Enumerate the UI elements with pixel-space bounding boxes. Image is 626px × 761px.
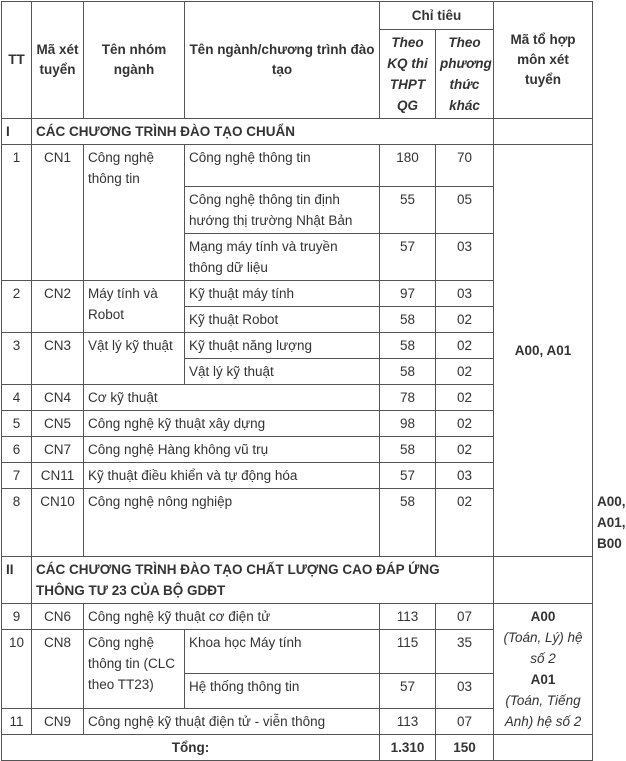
quota-other: 03: [436, 463, 494, 489]
program-name: Kỹ thuật máy tính: [185, 281, 380, 307]
total-label: Tổng:: [2, 735, 380, 761]
program-name: Khoa học Máy tính: [185, 630, 380, 674]
quota-other: 02: [436, 333, 494, 359]
quota-exam: 180: [380, 145, 436, 187]
quota-exam: 57: [380, 463, 436, 489]
quota-exam: 97: [380, 281, 436, 307]
row-group: Công nghệ thông tin: [84, 145, 185, 281]
row-code: CN5: [32, 411, 84, 437]
combo-a00-note: (Toán, Lý) hệ số 2: [503, 630, 583, 666]
row-code: CN1: [32, 145, 84, 281]
section-title: CÁC CHƯƠNG TRÌNH ĐÀO TẠO CHUẨN: [32, 119, 494, 145]
quota-other: 02: [436, 489, 494, 557]
quota-other: 07: [436, 604, 494, 630]
program-name: Công nghệ kỹ thuật điện tử - viễn thông: [84, 709, 380, 735]
row-tt: 3: [2, 333, 32, 385]
empty-cell: [494, 119, 593, 145]
quota-exam: 113: [380, 709, 436, 735]
quota-exam: 58: [380, 437, 436, 463]
program-name: Kỹ thuật Robot: [185, 307, 380, 333]
row-tt: 7: [2, 463, 32, 489]
program-name: Kỹ thuật năng lượng: [185, 333, 380, 359]
row-code: CN7: [32, 437, 84, 463]
header-tt: TT: [2, 2, 32, 119]
quota-exam: 55: [380, 187, 436, 234]
header-group: Tên nhóm ngành: [84, 2, 185, 119]
program-name: Công nghệ nông nghiệp: [84, 489, 380, 557]
quota-other: 02: [436, 307, 494, 333]
row-code: CN3: [32, 333, 84, 385]
empty-cell: [494, 557, 593, 604]
row-tt: 11: [2, 709, 32, 735]
quota-other: 03: [436, 234, 494, 281]
row-tt: 8: [2, 489, 32, 557]
quota-exam: 115: [380, 630, 436, 674]
row-group: Công nghệ thông tin (CLC theo TT23): [84, 630, 185, 709]
quota-exam: 58: [380, 307, 436, 333]
row-tt: 5: [2, 411, 32, 437]
row-code: CN11: [32, 463, 84, 489]
row-tt: 9: [2, 604, 32, 630]
program-name: Công nghệ kỹ thuật cơ điện tử: [84, 604, 380, 630]
row-tt: 1: [2, 145, 32, 281]
row-group: Máy tính và Robot: [84, 281, 185, 333]
quota-other: 70: [436, 145, 494, 187]
section-title: CÁC CHƯƠNG TRÌNH ĐÀO TẠO CHẤT LƯỢNG CAO ĐÁP ỨNG THÔNG TƯ 23 CỦA BỘ GDĐT: [32, 557, 494, 604]
row-code: CN9: [32, 709, 84, 735]
quota-other: 02: [436, 359, 494, 385]
combo-clc: [494, 604, 593, 735]
row-tt: 10: [2, 630, 32, 709]
total-quota-other: 150: [436, 735, 494, 761]
quota-exam: 78: [380, 385, 436, 411]
header-program: Tên ngành/chương trình đào tạo: [185, 2, 380, 119]
combo-a01-note: (Toán, Tiếng Anh) hệ số 2: [504, 693, 582, 729]
header-quota: Chỉ tiêu: [380, 2, 494, 30]
quota-other: 02: [436, 437, 494, 463]
quota-other: 03: [436, 674, 494, 709]
row-code: CN2: [32, 281, 84, 333]
row-tt: 6: [2, 437, 32, 463]
row-tt: 2: [2, 281, 32, 333]
quota-other: 35: [436, 630, 494, 674]
quota-exam: 98: [380, 411, 436, 437]
quota-exam: 58: [380, 359, 436, 385]
section-number: I: [2, 119, 32, 145]
program-name: Hệ thống thông tin: [185, 674, 380, 709]
combo-a00: A00: [530, 609, 556, 624]
program-name: Công nghệ thông tin: [185, 145, 380, 187]
quota-exam: 57: [380, 234, 436, 281]
quota-exam: 57: [380, 674, 436, 709]
program-name: Cơ kỹ thuật: [84, 385, 380, 411]
header-code: Mã xét tuyển: [32, 2, 84, 119]
header-quota-other: Theo phương thức khác: [436, 30, 494, 119]
program-name: Mạng máy tính và truyền thông dữ liệu: [185, 234, 380, 281]
quota-exam: 58: [380, 333, 436, 359]
header-combo: Mã tổ hợp môn xét tuyển: [494, 2, 593, 119]
program-name: Vật lý kỹ thuật: [185, 359, 380, 385]
program-name: Kỹ thuật điều khiển và tự động hóa: [84, 463, 380, 489]
section-number: II: [2, 557, 32, 604]
program-name: Công nghệ kỹ thuật xây dựng: [84, 411, 380, 437]
row-code: CN6: [32, 604, 84, 630]
combo-standard: A00, A01: [494, 145, 593, 557]
program-name: Công nghệ thông tin định hướng thị trường Nhật Bản: [185, 187, 380, 234]
row-tt: 4: [2, 385, 32, 411]
header-quota-exam: Theo KQ thi THPT QG: [380, 30, 436, 119]
quota-other: 03: [436, 281, 494, 307]
quota-other: 07: [436, 709, 494, 735]
quota-exam: 113: [380, 604, 436, 630]
row-code: CN8: [32, 630, 84, 709]
quota-exam: 58: [380, 489, 436, 557]
quota-other: 02: [436, 385, 494, 411]
empty-cell: [494, 735, 593, 761]
quota-other: 02: [436, 411, 494, 437]
quota-other: 05: [436, 187, 494, 234]
combo-a01: A01: [530, 672, 556, 687]
program-name: Công nghệ Hàng không vũ trụ: [84, 437, 380, 463]
row-group: Vật lý kỹ thuật: [84, 333, 185, 385]
total-quota-exam: 1.310: [380, 735, 436, 761]
admissions-table: TT Mã xét tuyển Tên nhóm ngành Tên ngành/chương trình đào tạo Chỉ tiêu Mã tổ hợp môn xét tuyển Theo KQ thi THPT QG Theo phương thức khác I CÁC CHƯƠNG TRÌNH ĐÀO TẠO CHUẨN 1 CN1 Công nghệ thông tin Công nghệ thông tin 180 70 A00, A01 Công nghệ thông tin định hướng thị trường Nhật Bản 55 05 Mạng máy tính và truyền thông dữ liệu 57 03 2 CN2 Máy tính và Robot Kỹ thuật máy tính 97 03 Kỹ thuật Robot 58 02 3 CN3 Vật lý kỹ thuật Kỹ thuật năng lượng 58 02 Vật lý kỹ thuật 58 02 4 CN4 Cơ kỹ thuật 78 02 5 CN5 Công nghệ kỹ thuật xây dựng 98 02 6 CN7 Công nghệ Hàng không vũ trụ 58 02 7 CN11 Kỹ thuật điều khiển và tự động hóa 57 03 8 CN10 Công nghệ nông nghiệp 58 02 A00, A01, B00 II CÁC CHƯƠNG TRÌNH ĐÀO TẠO CHẤT LƯỢNG CAO ĐÁP ỨNG THÔNG TƯ 23 CỦA BỘ GDĐT 9 CN6 Công nghệ kỹ thuật cơ điện tử 113 07 A00 (Toán, Lý) hệ số 2 A01 (Toán, Tiếng Anh) hệ số 2 10 CN8 Công nghệ thông tin (CLC theo TT23) Khoa học Máy tính 115 35 Hệ thống thông tin 57 03 11 CN9 Công nghệ kỹ thuật điện tử - viễn thông 113 07 Tổng: 1.310 150: [1, 1, 593, 761]
row-code: CN4: [32, 385, 84, 411]
row-code: CN10: [32, 489, 84, 557]
